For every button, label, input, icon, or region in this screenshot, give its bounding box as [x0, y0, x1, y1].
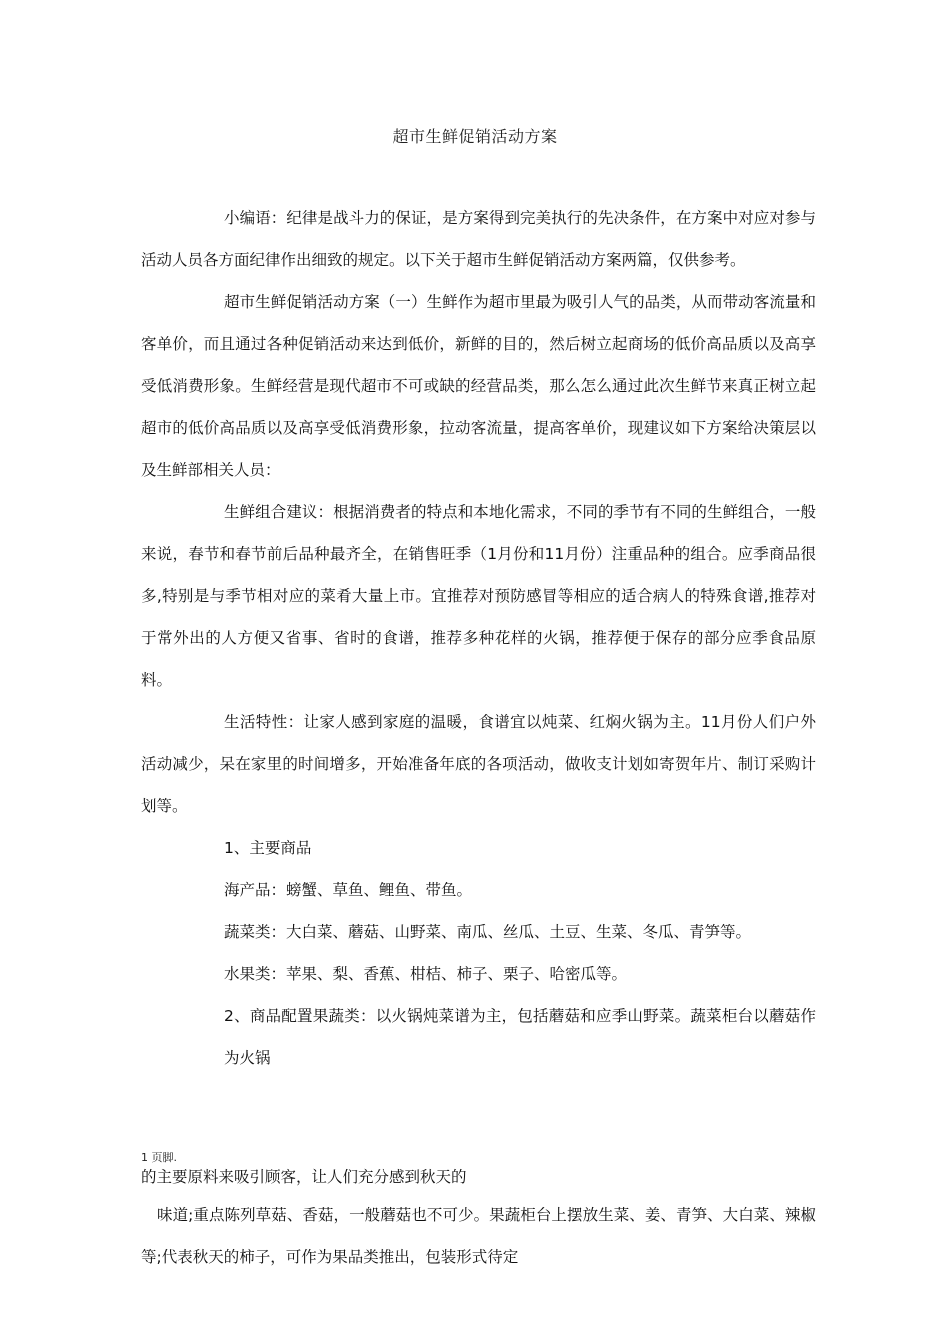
fresh-combo-paragraph: 生鲜组合建议：根据消费者的特点和本地化需求，不同的季节有不同的生鲜组合，一般来说，春节和春节前后品种最齐全，在销售旺季（1月份和11月份）注重品种的组合。应季商品很多,特别是与季节相对应的菜肴大量上市。宜推荐对预防感冒等相应的适合病人的特殊食谱,推荐对于常外出的人方便又省事、省时的食谱，推荐多种花样的火锅，推荐便于保存的部分应季食品原料。 [141, 503, 816, 689]
list-item-main-goods: 1、主要商品 [224, 839, 312, 857]
list-item-goods-config: 2、商品配置果蔬类：以火锅炖菜谱为主，包括蘑菇和应季山野菜。蔬菜柜台以蘑菇作为火锅 [224, 1007, 816, 1067]
continuation-line: 的主要原料来吸引顾客，让人们充分感到秋天的 [141, 1168, 467, 1186]
document-body [141, 197, 816, 1079]
list-item-fruits: 水果类：苹果、梨、香蕉、柑桔、柿子、栗子、哈密瓜等。 [224, 965, 628, 983]
plan-one-paragraph: 超市生鲜促销活动方案（一）生鲜作为超市里最为吸引人气的品类，从而带动客流量和客单价，而且通过各种促销活动来达到低价，新鲜的目的，然后树立起商场的低价高品质以及高享受低消费形象。生鲜经营是现代超市不可或缺的经营品类，那么怎么通过此次生鲜节来真正树立起超市的低价高品质以及高享受低消费形象，拉动客流量，提高客单价，现建议如下方案给决策层以及生鲜部相关人员： [141, 293, 816, 479]
page-footer: 1 页脚. [141, 1151, 177, 1164]
life-feature-paragraph: 生活特性：让家人感到家庭的温暖，食谱宜以炖菜、红焖火锅为主。11月份人们户外活动减少，呆在家里的时间增多，开始准备年底的各项活动，做收支计划如寄贺年片、制订采购计划等。 [141, 713, 816, 815]
document-title: 超市生鲜促销活动方案 [392, 127, 558, 146]
intro-paragraph: 小编语：纪律是战斗力的保证，是方案得到完美执行的先决条件，在方案中对应对参与活动人员各方面纪律作出细致的规定。以下关于超市生鲜促销活动方案两篇，仅供参考。 [141, 209, 816, 269]
continuation-paragraph: 味道;重点陈列草菇、香菇，一般蘑菇也不可少。果蔬柜台上摆放生菜、姜、青笋、大白菜、辣椒等;代表秋天的柿子，可作为果品类推出，包装形式待定 [141, 1206, 816, 1266]
list-item-seafood: 海产品：螃蟹、草鱼、鲤鱼、带鱼。 [224, 881, 473, 899]
list-item-vegetables: 蔬菜类：大白菜、蘑菇、山野菜、南瓜、丝瓜、土豆、生菜、冬瓜、青笋等。 [224, 923, 752, 941]
